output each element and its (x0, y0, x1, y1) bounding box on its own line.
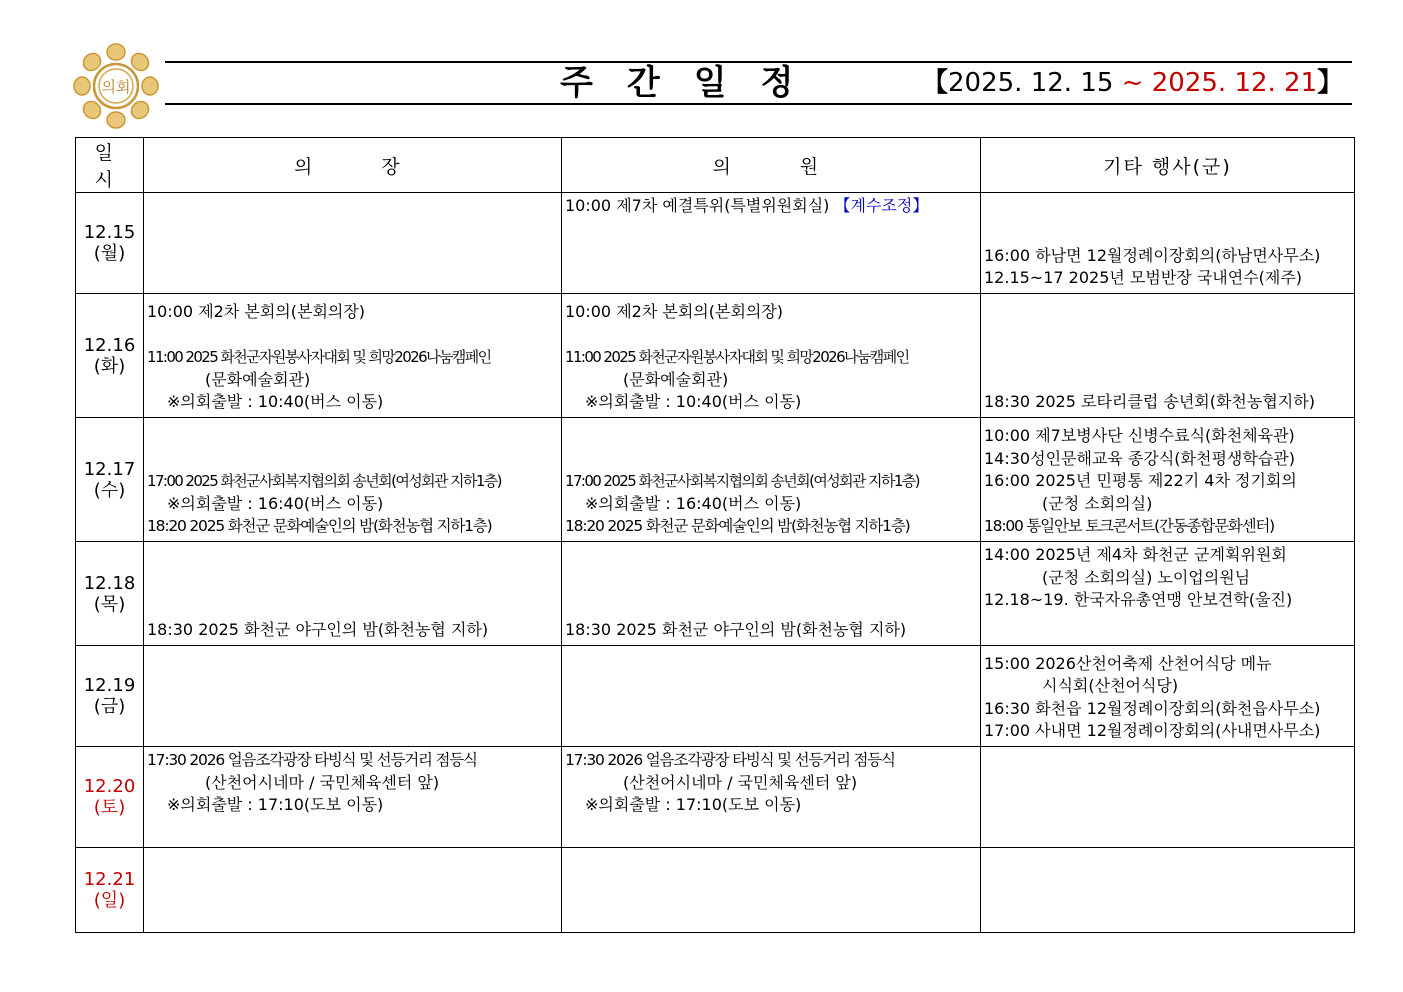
date-cell (76, 193, 144, 294)
event-line: (군청 소회의실) (1042, 493, 1153, 513)
other-cell (981, 747, 1355, 848)
event-line: 12.15~17 2025년 모범반장 국내연수(제주) (984, 268, 1303, 288)
event-line: 16:00 2025년 민평통 제22기 4차 정기회의 (984, 471, 1297, 491)
event-line: 10:00 제2차 본회의(본회의장) (147, 302, 366, 322)
event-line: 11:00 2025 화천군자원봉사자대회 및 희망2026나눔캠페인 (147, 348, 491, 367)
event-line: 14:00 2025년 제4차 화천군 군계획위원회 (984, 545, 1287, 564)
day-label: (화) (93, 355, 126, 377)
event-line: 12.18~19. 한국자유총연맹 안보견학(울진) (984, 590, 1293, 610)
date-cell (76, 294, 144, 418)
event-line: (문화예술회관) (623, 369, 729, 389)
table-row (76, 848, 1355, 933)
col-header-date: 일 시 (76, 138, 144, 193)
event-line: ※의회출발 : 10:40(버스 이동) (585, 392, 802, 412)
event-line: 15:00 2026산천어축제 산천어식당 메뉴 (984, 653, 1272, 673)
event-line: ※의회출발 : 16:40(버스 이동) (167, 493, 384, 513)
event-line: 18:20 2025 화천군 문화예술인의 밤(화천농협 지하1층) (565, 517, 910, 536)
period-end: 2025. 12. 21 (1151, 68, 1318, 98)
event-line: 17:30 2026 얼음조각광장 타빙식 및 선등거리 점등식 (147, 751, 477, 769)
chair-cell (144, 542, 562, 646)
event-text: 10:00 제7차 예결특위(특별위원회실) (565, 196, 830, 215)
other-cell (981, 418, 1355, 542)
member-cell (562, 294, 981, 418)
col-header-member: 의 원 (562, 138, 981, 193)
date-label: 12.19 (83, 675, 136, 696)
event-line: (군청 소회의실) 노이업의원님 (1042, 567, 1251, 587)
event-line: 시식회(산천어식당) (1042, 676, 1179, 696)
day-label: (목) (93, 593, 126, 615)
day-label: (일) (93, 890, 126, 911)
chair-cell (144, 646, 562, 747)
event-line: 16:30 화천읍 12월정례이장회의(화천읍사무소) (984, 698, 1321, 718)
member-cell (562, 646, 981, 747)
table-header-row (76, 138, 1355, 193)
table-row (76, 542, 1355, 646)
schedule-period (922, 62, 1343, 104)
date-cell (76, 418, 144, 542)
event-line: ※의회출발 : 17:10(도보 이동) (585, 795, 802, 815)
event-line: (산천어시네마 / 국민체육센터 앞) (623, 772, 858, 792)
period-open-bracket: 【 (922, 68, 949, 98)
member-cell (562, 418, 981, 542)
period-separator: ~ (1113, 68, 1152, 98)
event-line: 17:00 2025 화천군사회복지협의회 송년회(여성회관 지하1층) (147, 472, 501, 491)
event-line: 18:20 2025 화천군 문화예술인의 밤(화천농협 지하1층) (147, 517, 492, 536)
event-line: 11:00 2025 화천군자원봉사자대회 및 희망2026나눔캠페인 (565, 348, 909, 367)
date-cell (76, 542, 144, 646)
event-line: 16:00 하남면 12월정례이장회의(하남면사무소) (984, 245, 1321, 265)
date-cell (76, 848, 144, 933)
day-label: (토) (93, 797, 126, 818)
event-line (565, 195, 977, 218)
event-line: 17:30 2026 얼음조각광장 타빙식 및 선등거리 점등식 (565, 751, 895, 769)
day-label: (금) (93, 696, 126, 717)
period-start: 2025. 12. 15 (948, 68, 1114, 98)
note-badge: 【계수조정】 (834, 196, 929, 215)
weekly-schedule-table (75, 137, 1355, 933)
day-label: (수) (93, 479, 126, 501)
chair-cell (144, 294, 562, 418)
col-header-other: 기타 행사(군) (981, 138, 1355, 193)
table-row (76, 418, 1355, 542)
council-emblem-logo (72, 42, 160, 130)
chair-cell (144, 747, 562, 848)
date-cell (76, 646, 144, 747)
table-row (76, 646, 1355, 747)
event-line: 18:30 2025 화천군 야구인의 밤(화천농협 지하) (147, 620, 489, 640)
col-header-chair: 의 장 (144, 138, 562, 193)
date-label: 12.20 (83, 776, 136, 797)
member-cell (562, 542, 981, 646)
member-cell (562, 193, 981, 294)
period-close-bracket: 】 (1317, 68, 1344, 98)
other-cell (981, 848, 1355, 933)
date-label: 12.21 (83, 869, 136, 890)
event-line: 14:30성인문해교육 종강식(화천평생학습관) (984, 448, 1295, 468)
other-cell (981, 542, 1355, 646)
member-cell (562, 848, 981, 933)
table-row (76, 193, 1355, 294)
event-line: 18:30 2025 화천군 야구인의 밤(화천농협 지하) (565, 620, 907, 640)
chair-cell (144, 418, 562, 542)
other-cell (981, 646, 1355, 747)
event-line: ※의회출발 : 10:40(버스 이동) (167, 392, 384, 412)
date-label: 12.15 (83, 222, 136, 243)
day-label: (월) (93, 243, 126, 264)
chair-cell (144, 193, 562, 294)
event-line: ※의회출발 : 17:10(도보 이동) (167, 795, 384, 815)
table-row (76, 294, 1355, 418)
date-label: 12.17 (83, 458, 136, 480)
event-line: 18:00 통일안보 토크콘서트(간동종합문화센터) (984, 517, 1274, 536)
member-cell (562, 747, 981, 848)
date-cell (76, 747, 144, 848)
other-cell (981, 294, 1355, 418)
event-line: 18:30 2025 로타리클럽 송년회(화천농협지하) (984, 392, 1315, 412)
event-line: 17:00 2025 화천군사회복지협의회 송년회(여성회관 지하1층) (565, 472, 919, 491)
date-label: 12.16 (83, 334, 136, 356)
event-line: 17:00 사내면 12월정례이장회의(사내면사무소) (984, 721, 1321, 741)
date-label: 12.18 (83, 572, 136, 594)
table-row (76, 747, 1355, 848)
event-line: (문화예술회관) (205, 369, 311, 389)
other-cell (981, 193, 1355, 294)
event-line: (산천어시네마 / 국민체육센터 앞) (205, 772, 440, 792)
page-title: 주간일정 (560, 63, 828, 103)
event-line: 10:00 제2차 본회의(본회의장) (565, 302, 784, 322)
event-line: 10:00 제7보병사단 신병수료식(화천체육관) (984, 426, 1295, 446)
chair-cell (144, 848, 562, 933)
logo-text: 의회 (101, 78, 131, 96)
event-line: ※의회출발 : 16:40(버스 이동) (585, 493, 802, 513)
